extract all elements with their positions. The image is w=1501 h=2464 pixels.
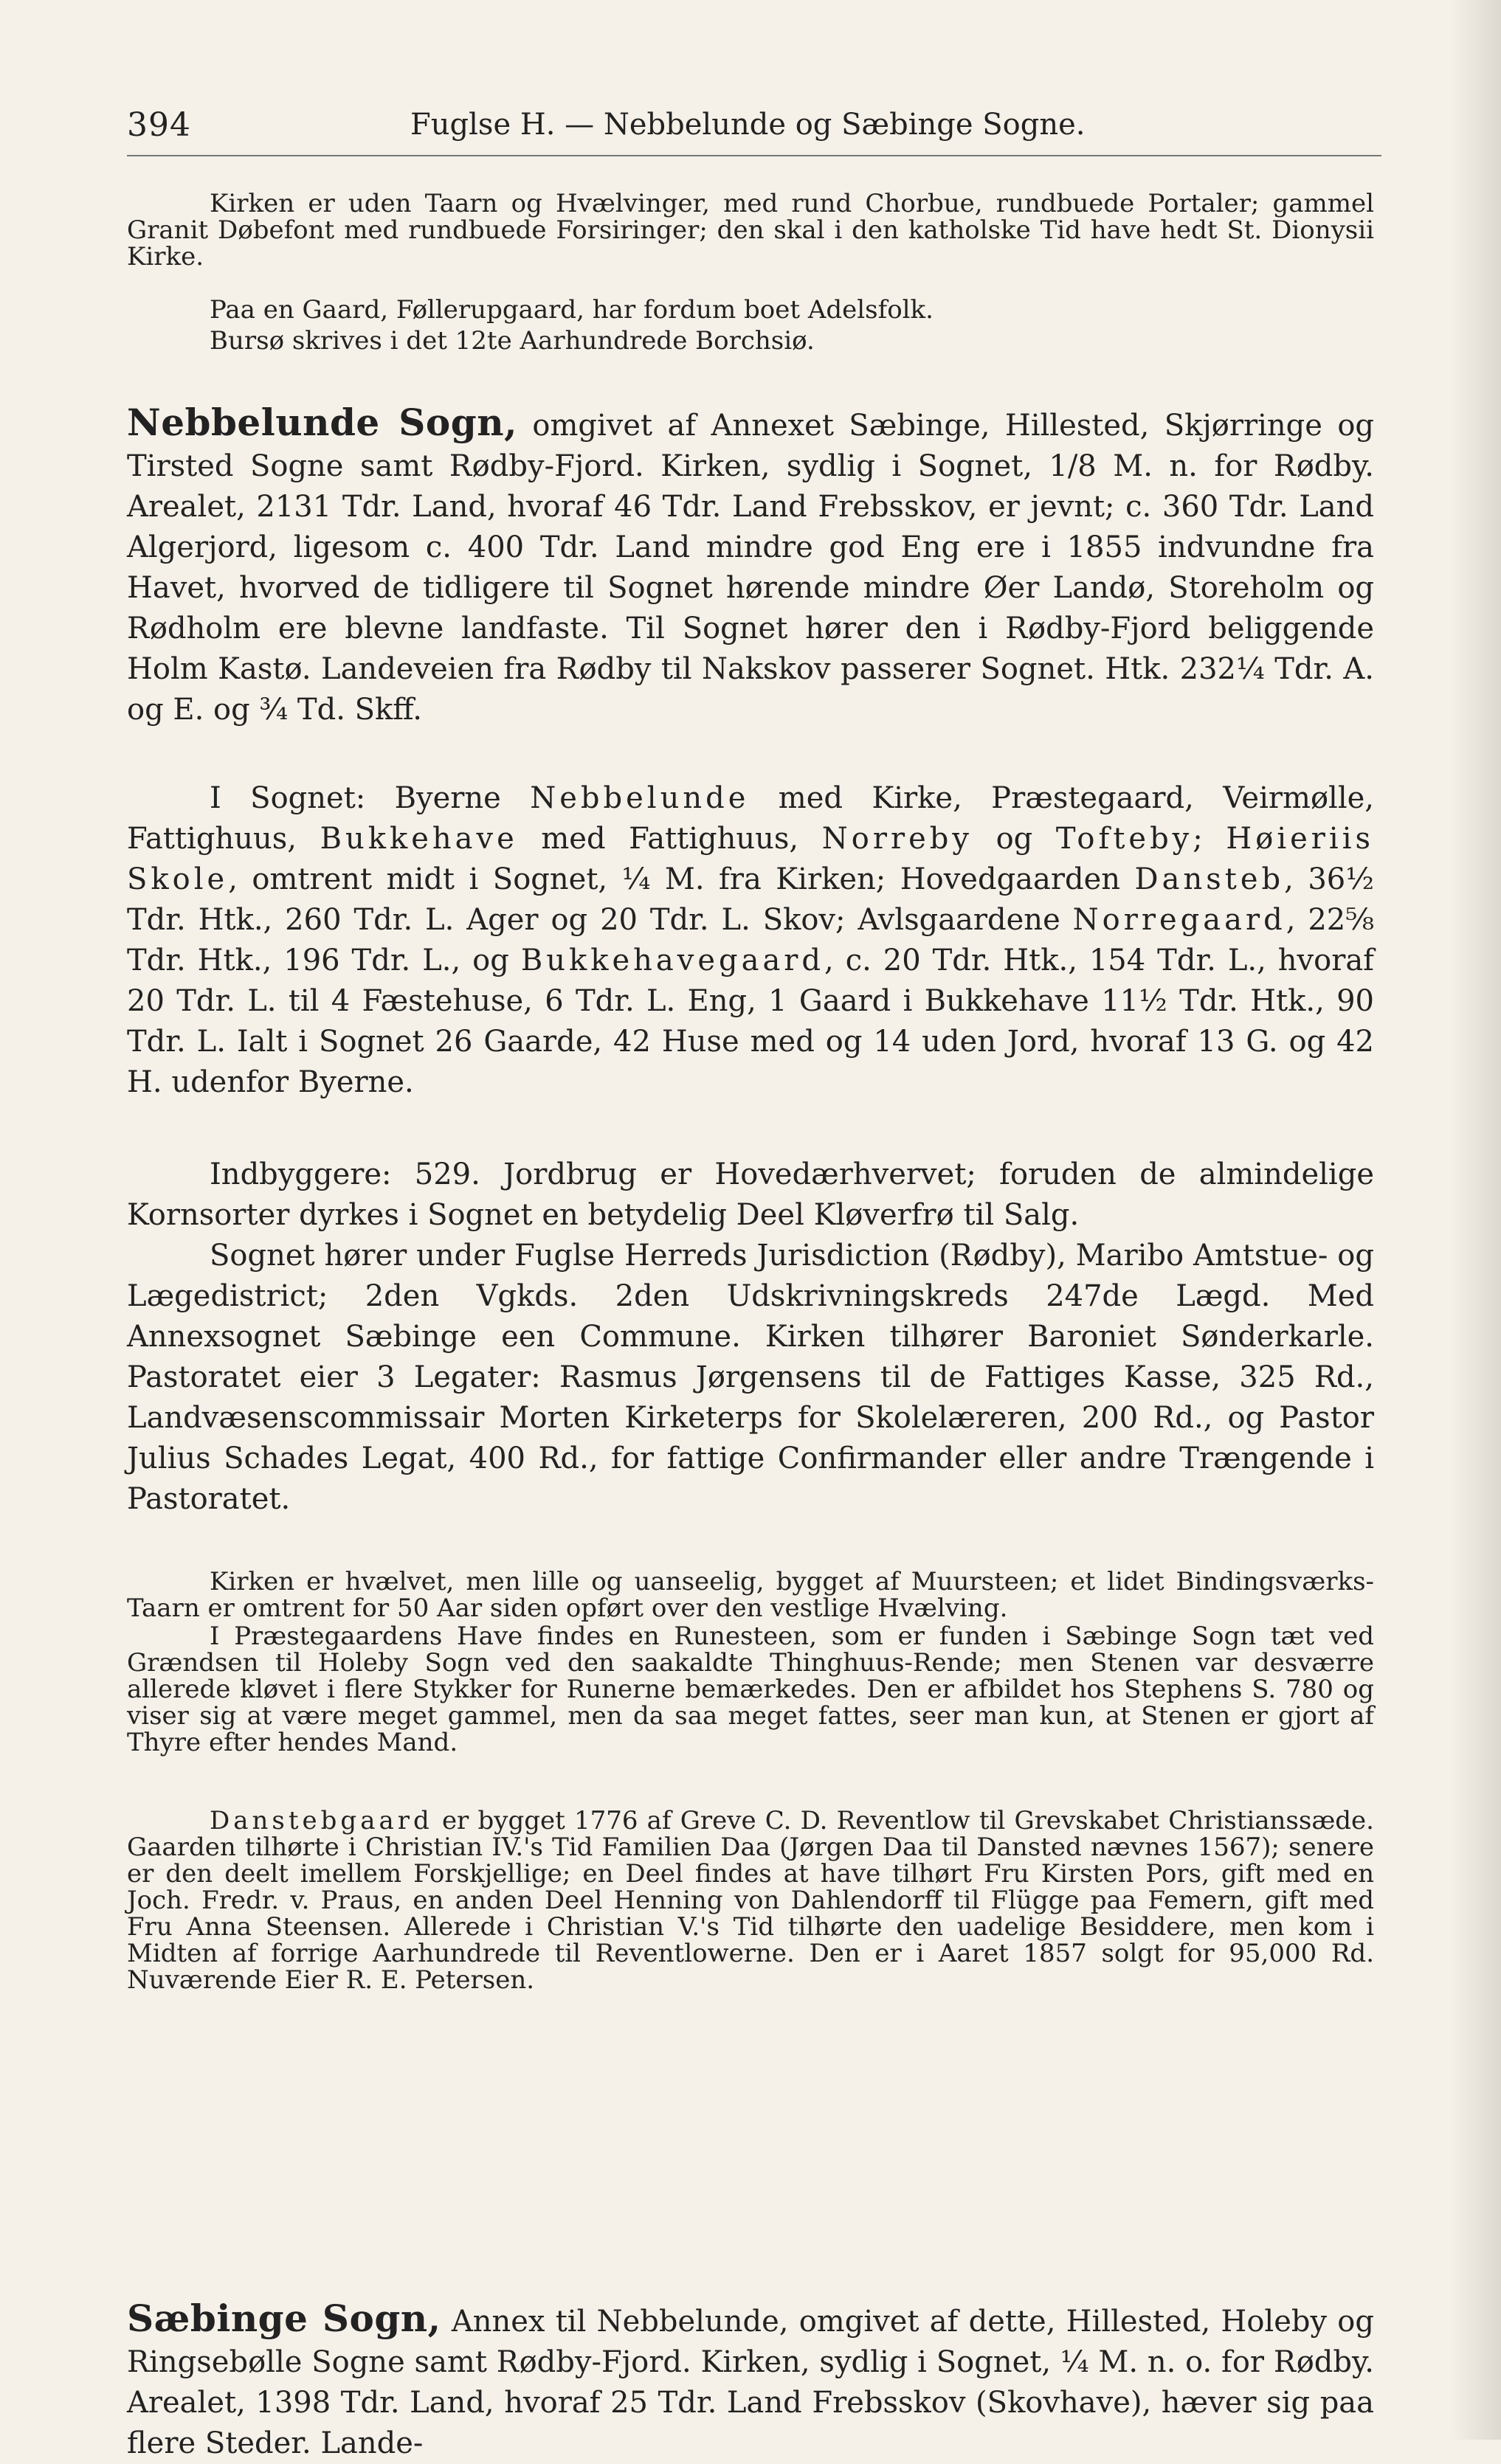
places-text-g: , 22⅝ Tdr. Htk., 196 Tdr. L., og — [127, 903, 1374, 977]
note-runestone: I Præstegaardens Have findes en Runesteen, som er funden i Sæbinge Sogn tæt ved Grændsen til Holeby Sogn ved den saakaldte Thinghuus-Rende; men Stenen var desværre allerede kløvet i flere Stykker for Runerne bemærkedes. Den er afbildet hos Stephens S. 780 og viser sig at være meget gammel, men da saa meget fattes, seer man kun, at Stenen er gjort af Thyre efter hendes Mand. — [127, 1622, 1374, 1757]
note-danstebgaard — [127, 1807, 1374, 1993]
place-bukkehavegaard: Bukkehavegaard — [520, 944, 825, 977]
intro-note-burso: Bursø skrives i det 12te Aarhundrede Borchsiø. — [210, 326, 815, 356]
place-nebbelunde: Nebbelunde — [530, 781, 750, 815]
saebinge-description — [127, 2297, 1374, 2460]
page-header — [127, 103, 1381, 156]
intro-note-church: Kirken er uden Taarn og Hvælvinger, med rund Chorbue, rundbuede Portaler; gammel Granit Døbefont med rundbuede Forsiringer; den skal i den katholske Tid have hedt St. Dionysii Kirke. — [127, 189, 1374, 271]
place-bukkehave: Bukkehave — [320, 822, 518, 856]
nebbelunde-description — [127, 402, 1374, 778]
note-church-vault: Kirken er hvælvet, men lille og uanseelig, bygget af Muursteen; et lidet Bindingsværks-Taarn er omtrent for 50 Aar siden opført over den vestlige Hvælving. — [127, 1567, 1374, 1623]
nebbelunde-description-text: omgivet af Annexet Sæbinge, Hillested, Skjørringe og Tirsted Sogne samt Rødby-Fjord. Kirken, sydlig i Sognet, 1/8 M. n. for Rødby. Arealet, 2131 Tdr. Land, hvoraf 46 Tdr. Land Frebsskov, er jevnt; c. 360 Tdr. Land Algerjord, ligesom c. 400 Tdr. Land mindre god Eng ere i 1855 indvundne fra Havet, hvorved de tidligere til Sognet hørende mindre Øer Landø, Storeholm og Rødholm ere blevne landfaste. Til Sognet hører den i Rødby-Fjord beliggende Holm Kastø. Landeveien fra Rødby til Nakskov passerer Sognet. Htk. 232¼ Tdr. A. og E. og ¾ Td. Skff. — [127, 409, 1375, 727]
saebinge-heading: Sæbinge Sogn, — [127, 2297, 441, 2340]
nebbelunde-administration: Sognet hører under Fuglse Herreds Jurisdiction (Rødby), Maribo Amtstue- og Lægedistrict; 2den Vgkds. 2den Udskrivningskreds 247de Lægd. Med Annexsognet Sæbinge een Commune. Kirken tilhører Baroniet Sønderkarle. Pastoratet eier 3 Legater: Rasmus Jørgensens til de Fattiges Kasse, 325 Rd., Landvæsenscommissair Morten Kirketerps for Skolelæreren, 200 Rd., og Pastor Julius Schades Legat, 400 Rd., for fattige Confirmander eller andre Trængende i Pastoratet. — [127, 1239, 1374, 1516]
note-danstebgaard-name: Danstebgaard — [210, 1806, 433, 1835]
saebinge-description-text: Annex til Nebbelunde, omgivet af dette, Hillested, Holeby og Ringsebølle Sogne samt Rødby-Fjord. Kirken, sydlig i Sognet, ¼ M. n. o. for Rødby. Arealet, 1398 Tdr. Land, hvoraf 25 Tdr. Land Frebsskov (Skovhave), hæver sig paa flere Steder. Lande- — [127, 2305, 1374, 2460]
nebbelunde-heading: Nebbelunde Sogn, — [127, 401, 517, 444]
running-title: Fuglse H. — Nebbelunde og Sæbinge Sogne. — [410, 108, 1086, 142]
places-text-b: med Fattighuus, — [541, 822, 799, 856]
places-text-d: ; — [1193, 822, 1203, 856]
page-number: 394 — [127, 106, 191, 144]
intro-note-gaard: Paa en Gaard, Føllerupgaard, har fordum boet Adelsfolk. — [210, 295, 934, 325]
places-text-c: og — [996, 822, 1033, 856]
page-edge-shadow — [1449, 0, 1501, 2440]
place-norregaard: Norregaard — [1072, 903, 1286, 937]
nebbelunde-population: Indbyggere: 529. Jordbrug er Hovedærhvervet; foruden de almindelige Kornsorter dyrkes i Sognet en betydelig Deel Kløverfrø til Salg. — [127, 1157, 1374, 1232]
place-tofteby: Tofteby — [1055, 822, 1193, 856]
places-lead: I Sognet: Byerne — [210, 781, 501, 815]
place-dansteb: Dansteb — [1134, 862, 1285, 896]
places-text-e: , omtrent midt i Sognet, ¼ M. fra Kirken; Hovedgaarden — [228, 862, 1121, 896]
place-hoieriis-skole: Høieriis Skole — [127, 822, 1375, 896]
place-norreby: Norreby — [821, 822, 973, 856]
places-text-f: , 36½ Tdr. Htk., 260 Tdr. L. Ager og 20 Tdr. L. Skov; Avlsgaardene — [127, 862, 1374, 937]
places-text-a: med Kirke, Præstegaard, Veirmølle, Fattighuus, — [127, 781, 1374, 856]
places-text-h: , c. 20 Tdr. Htk., 154 Tdr. L., hvoraf 20 Tdr. L. til 4 Fæstehuse, 6 Tdr. L. Eng, 1 Gaard i Bukkehave 11½ Tdr. Htk., 90 Tdr. L. Ialt i Sognet 26 Gaarde, 42 Huse med og 14 uden Jord, hvoraf 13 G. og 42 H. udenfor Byerne. — [127, 944, 1374, 1099]
note-danstebgaard-text: er bygget 1776 af Greve C. D. Reventlow til Grevskabet Christianssæde. Gaarden tilhørte i Christian IV.'s Tid Familien Daa (Jørgen Daa til Dansted nævnes 1567); senere er den deelt imellem Forskjellige; en Deel findes at have tilhørt Fru Kirsten Pors, gift med en Joch. Fredr. v. Praus, en anden Deel Henning von Dahlendorff til Flügge paa Femern, gift med Fru Anna Steensen. Allerede i Christian V.'s Tid tilhørte den uadelige Besiddere, men kom i Midten af forrige Aarhundrede til Reventlowerne. Den er i Aaret 1857 solgt for 95,000 Rd. Nuværende Eier R. E. Petersen. — [127, 1806, 1374, 1995]
nebbelunde-places — [127, 778, 1374, 1155]
